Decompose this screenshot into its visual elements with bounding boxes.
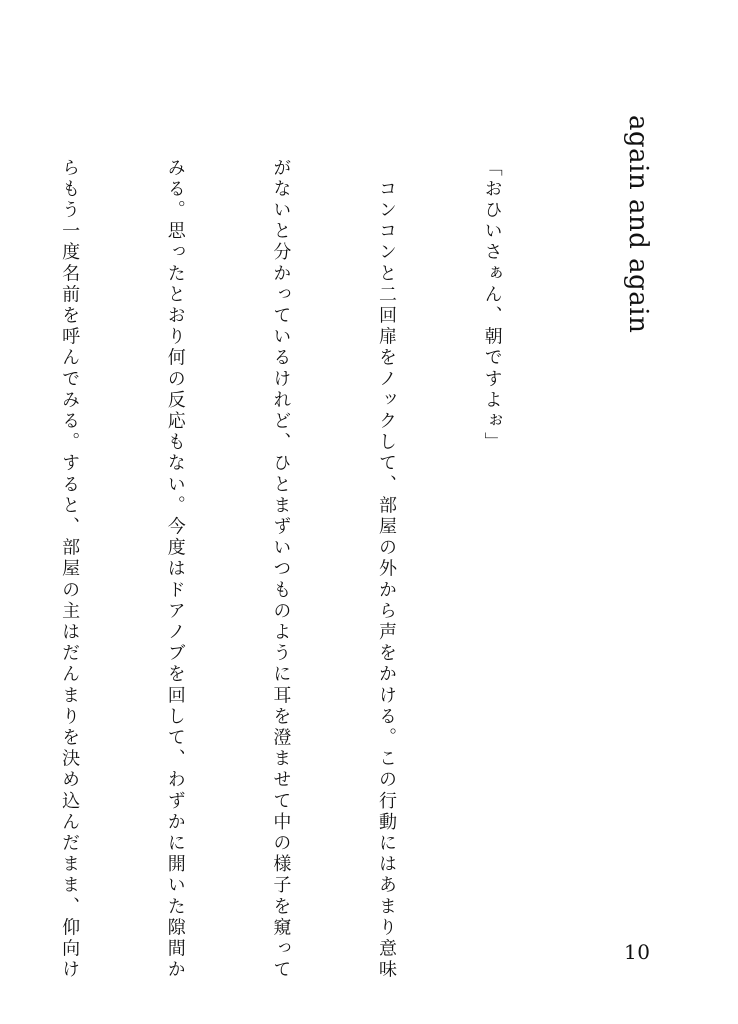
text-line: みる。思ったとおり何の反応もない。今度はドアノブを回して、わずかに開いた隙間か <box>164 158 186 981</box>
text-line: らもう一度名前を呼んでみる。すると、部屋の主はだんまりを決め込んだまま、仰向け <box>59 158 81 981</box>
text-line: 「おひいさぁん、朝ですよぉ」 <box>481 158 503 454</box>
chapter-title: again and again <box>623 115 653 334</box>
text-line: コンコンと二回扉をノックして、部屋の外から声をかける。この行動にはあまり意味 <box>375 158 397 981</box>
text-line: がないと分かっているけれど、ひとまずいつものように耳を澄ませて中の様子を窺って <box>270 158 292 981</box>
page-number: 10 <box>624 940 651 964</box>
body-text <box>59 158 580 981</box>
